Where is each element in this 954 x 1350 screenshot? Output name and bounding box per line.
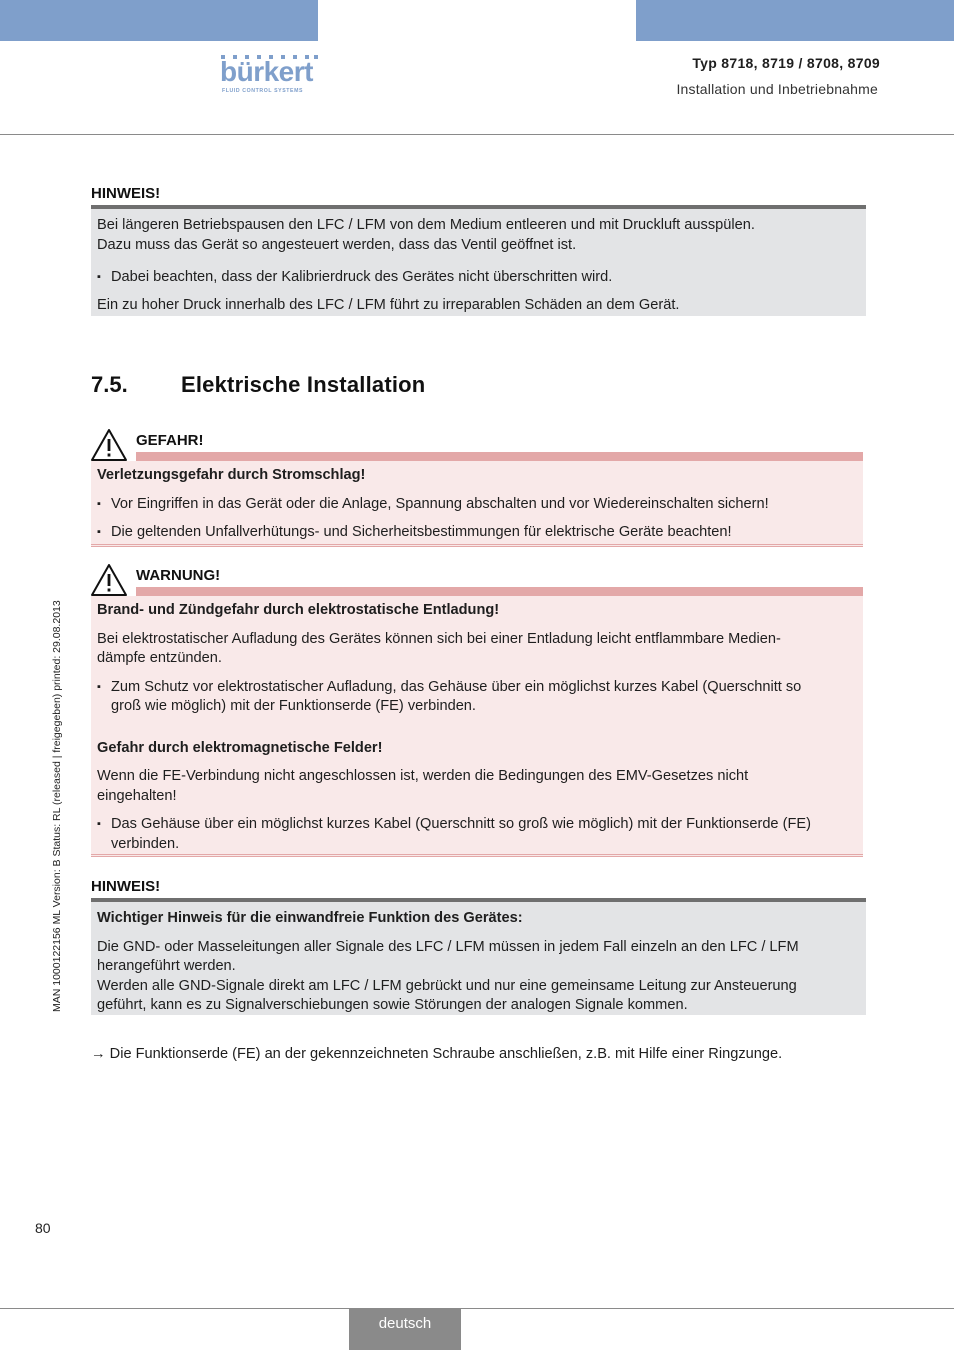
warning-heading: Gefahr durch elektromagnetische Felder! <box>97 739 383 756</box>
warning-triangle-icon <box>90 428 128 462</box>
danger-label: GEFAHR! <box>136 432 204 449</box>
section-number: 7.5. <box>91 372 128 397</box>
document-meta-sidebar: MAN 1000122156 ML Version: B Status: RL (released | freigegeben) printed: 29.08.2013 <box>51 600 63 1012</box>
note-label: HINWEIS! <box>91 185 161 202</box>
note-box <box>91 205 866 316</box>
document-type-title: Typ 8718, 8719 / 8708, 8709 <box>692 55 880 71</box>
danger-heading: Verletzungsgefahr durch Stromschlag! <box>97 467 366 483</box>
note-bullet: ▪ Dabei beachten, dass der Kalibrierdruck des Gerätes nicht überschritten wird. <box>97 268 860 288</box>
note-text: Dazu muss das Gerät so angesteuert werden, dass das Ventil geöffnet ist. <box>97 236 577 253</box>
document-chapter-subtitle: Installation und Inbetriebnahme <box>676 81 878 97</box>
note-box <box>91 898 866 1015</box>
warning-box <box>91 596 863 857</box>
footer-divider <box>0 1308 954 1309</box>
danger-box <box>91 461 863 547</box>
warning-bullet <box>97 815 857 854</box>
warning-text: dämpfe entzünden. <box>97 650 222 666</box>
warning-text: eingehalten! <box>97 787 177 804</box>
page-number: 80 <box>35 1220 51 1236</box>
warning-bullet-text: verbinden. <box>111 835 180 852</box>
note-heading: Wichtiger Hinweis für die einwandfreie Funktion des Gerätes: <box>97 910 523 926</box>
warning-bullet <box>97 678 857 717</box>
arrow-right-icon: → <box>91 1046 106 1062</box>
danger-bullet: ▪ Vor Eingriffen in das Gerät oder die Anlage, Spannung abschalten und vor Wiedereinschalten sichern! <box>97 495 857 515</box>
warning-bullet-text: ▪ Zum Schutz vor elektrostatischer Aufladung, das Gehäuse über ein möglichst kurzes Kabel (Querschnitt so <box>111 678 802 695</box>
danger-bullet: ▪ Die geltenden Unfallverhütungs- und Sicherheitsbestimmungen für elektrische Geräte beachten! <box>97 523 857 543</box>
warning-label: WARNUNG! <box>136 567 221 584</box>
warning-triangle-icon <box>90 563 128 597</box>
note-label: HINWEIS! <box>91 878 161 895</box>
logo-wordmark: bürkert <box>220 56 313 87</box>
section-title: Elektrische Installation <box>181 372 426 397</box>
note-text: Bei längeren Betriebspausen den LFC / LFM von dem Medium entleeren und mit Druckluft ausspülen. <box>97 217 755 233</box>
instruction-step <box>91 1046 782 1062</box>
note-text: Werden alle GND-Signale direkt am LFC / LFM gebrückt und nur eine gemeinsame Leitung zur Ansteuerung <box>97 977 797 994</box>
note-text: Ein zu hoher Druck innerhalb des LFC / LFM führt zu irreparablen Schäden an dem Gerät. <box>97 296 680 313</box>
warning-heading: Brand- und Zündgefahr durch elektrostatische Entladung! <box>97 602 500 618</box>
header-accent-bar-left <box>0 0 318 41</box>
language-tab: deutsch <box>349 1308 461 1350</box>
header-accent-bar-right <box>636 0 954 41</box>
header-divider <box>0 134 954 135</box>
danger-bar <box>136 452 863 461</box>
instruction-text: Die Funktionserde (FE) an der gekennzeichneten Schraube anschließen, z.B. mit Hilfe einer Ringzunge. <box>109 1046 783 1062</box>
note-text: geführt, kann es zu Signalverschiebungen sowie Störungen der analogen Signale kommen. <box>97 997 688 1013</box>
note-text: herangeführt werden. <box>97 958 236 974</box>
warning-bullet-text: ▪ Das Gehäuse über ein möglichst kurzes Kabel (Querschnitt so groß wie möglich) mit der Funktionserde (FE) <box>111 816 811 832</box>
warning-bullet-text: groß wie möglich) mit der Funktionserde (FE) verbinden. <box>111 698 476 714</box>
warning-text: Bei elektrostatischer Aufladung des Gerätes können sich bei einer Entladung leicht entflammbare Medien- <box>97 630 781 647</box>
logo-tagline: FLUID CONTROL SYSTEMS <box>222 88 304 94</box>
warning-bar <box>136 587 863 596</box>
brand-logo <box>221 55 321 97</box>
warning-text: Wenn die FE-Verbindung nicht angeschlossen ist, werden die Bedingungen des EMV-Gesetzes nicht <box>97 768 749 784</box>
note-text: Die GND- oder Masseleitungen aller Signale des LFC / LFM müssen in jedem Fall einzeln an den LFC / LFM <box>97 938 799 955</box>
